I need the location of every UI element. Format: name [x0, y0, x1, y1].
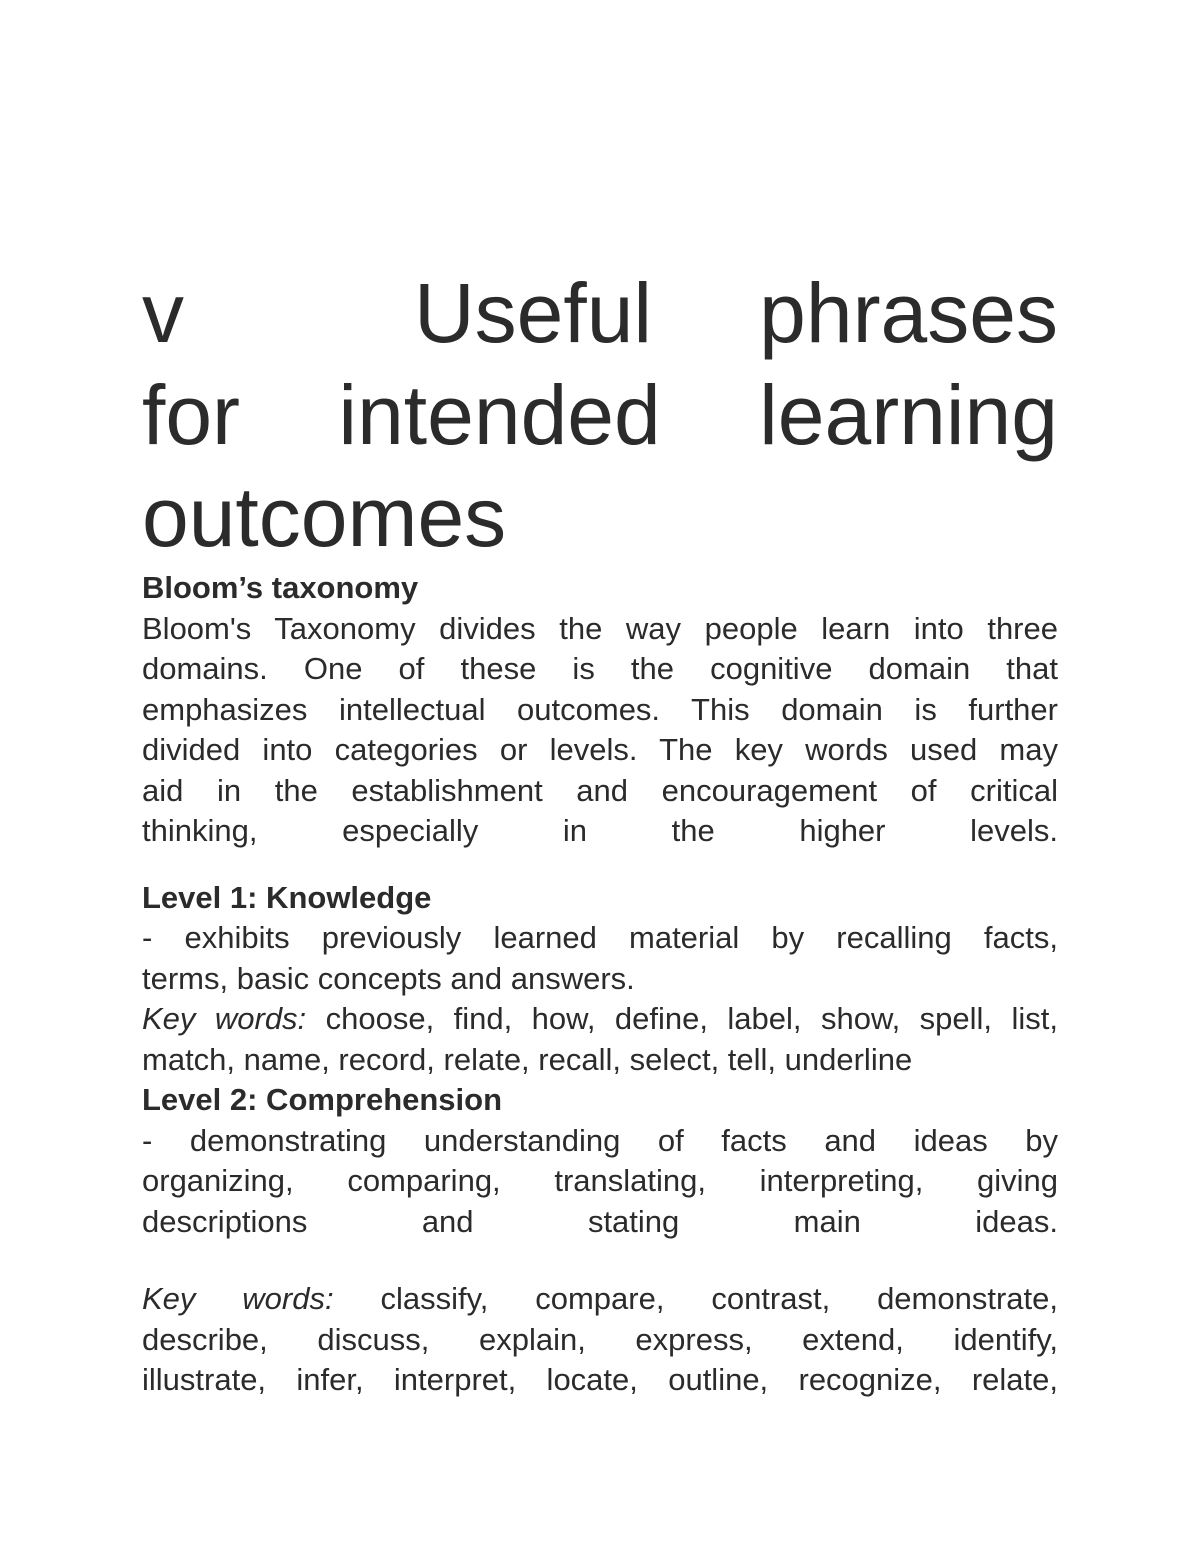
- blooms-line-5: aid in the establishment and encouragement of critical: [142, 772, 1058, 808]
- blooms-line-6: thinking, especially in the higher levels.: [142, 813, 1058, 848]
- level2-keywords-label: Key words:: [142, 1281, 334, 1316]
- level1-keywords-label: Key words:: [142, 1001, 307, 1036]
- level2-heading: Level 2: Comprehension: [142, 1082, 503, 1117]
- document-page: [142, 262, 1058, 1401]
- level2-keywords-line-1: [142, 1279, 1058, 1320]
- level2-keywords-line-2: describe, discuss, explain, express, extend, identify,: [142, 1321, 1058, 1357]
- blooms-line-3: emphasizes intellectual outcomes. This domain is further: [142, 691, 1058, 727]
- level2-desc-line-2: organizing, comparing, translating, interpreting, giving: [142, 1163, 1058, 1198]
- document-body: [142, 568, 1058, 1401]
- level1-desc-line-1: - exhibits previously learned material by recalling facts,: [142, 920, 1058, 955]
- level1-keywords-line-1: [142, 999, 1058, 1040]
- blooms-heading: Bloom’s taxonomy: [142, 570, 419, 605]
- page-title: [142, 262, 1058, 568]
- level2-keywords-text-1: classify, compare, contrast, demonstrate,: [333, 1281, 1058, 1316]
- level2-keywords-line-3: illustrate, infer, interpret, locate, outline, recognize, relate,: [142, 1362, 1058, 1397]
- spacer: [142, 852, 1058, 878]
- level1-desc-line-2: terms, basic concepts and answers.: [142, 960, 635, 996]
- title-line-3: outcomes: [142, 470, 507, 564]
- level1-keywords-line-2: match, name, record, relate, recall, select, tell, underline: [142, 1041, 913, 1077]
- title-bullet: v: [142, 266, 184, 360]
- title-line-2: for intended learning: [142, 368, 1058, 462]
- level1-heading: Level 1: Knowledge: [142, 879, 432, 915]
- spacer: [142, 1242, 1058, 1279]
- blooms-line-4: divided into categories or levels. The key words used may: [142, 732, 1058, 767]
- title-text-1: Useful phrases: [414, 266, 1058, 360]
- level1-keywords-text-1: choose, find, how, define, label, show, spell, list,: [306, 1001, 1058, 1036]
- title-line-1: [142, 262, 1058, 364]
- level2-desc-line-3: descriptions and stating main ideas.: [142, 1203, 1058, 1239]
- blooms-line-1: Bloom's Taxonomy divides the way people learn into three: [142, 610, 1058, 646]
- level2-desc-line-1: - demonstrating understanding of facts and ideas by: [142, 1122, 1058, 1158]
- blooms-line-2: domains. One of these is the cognitive domain that: [142, 651, 1058, 686]
